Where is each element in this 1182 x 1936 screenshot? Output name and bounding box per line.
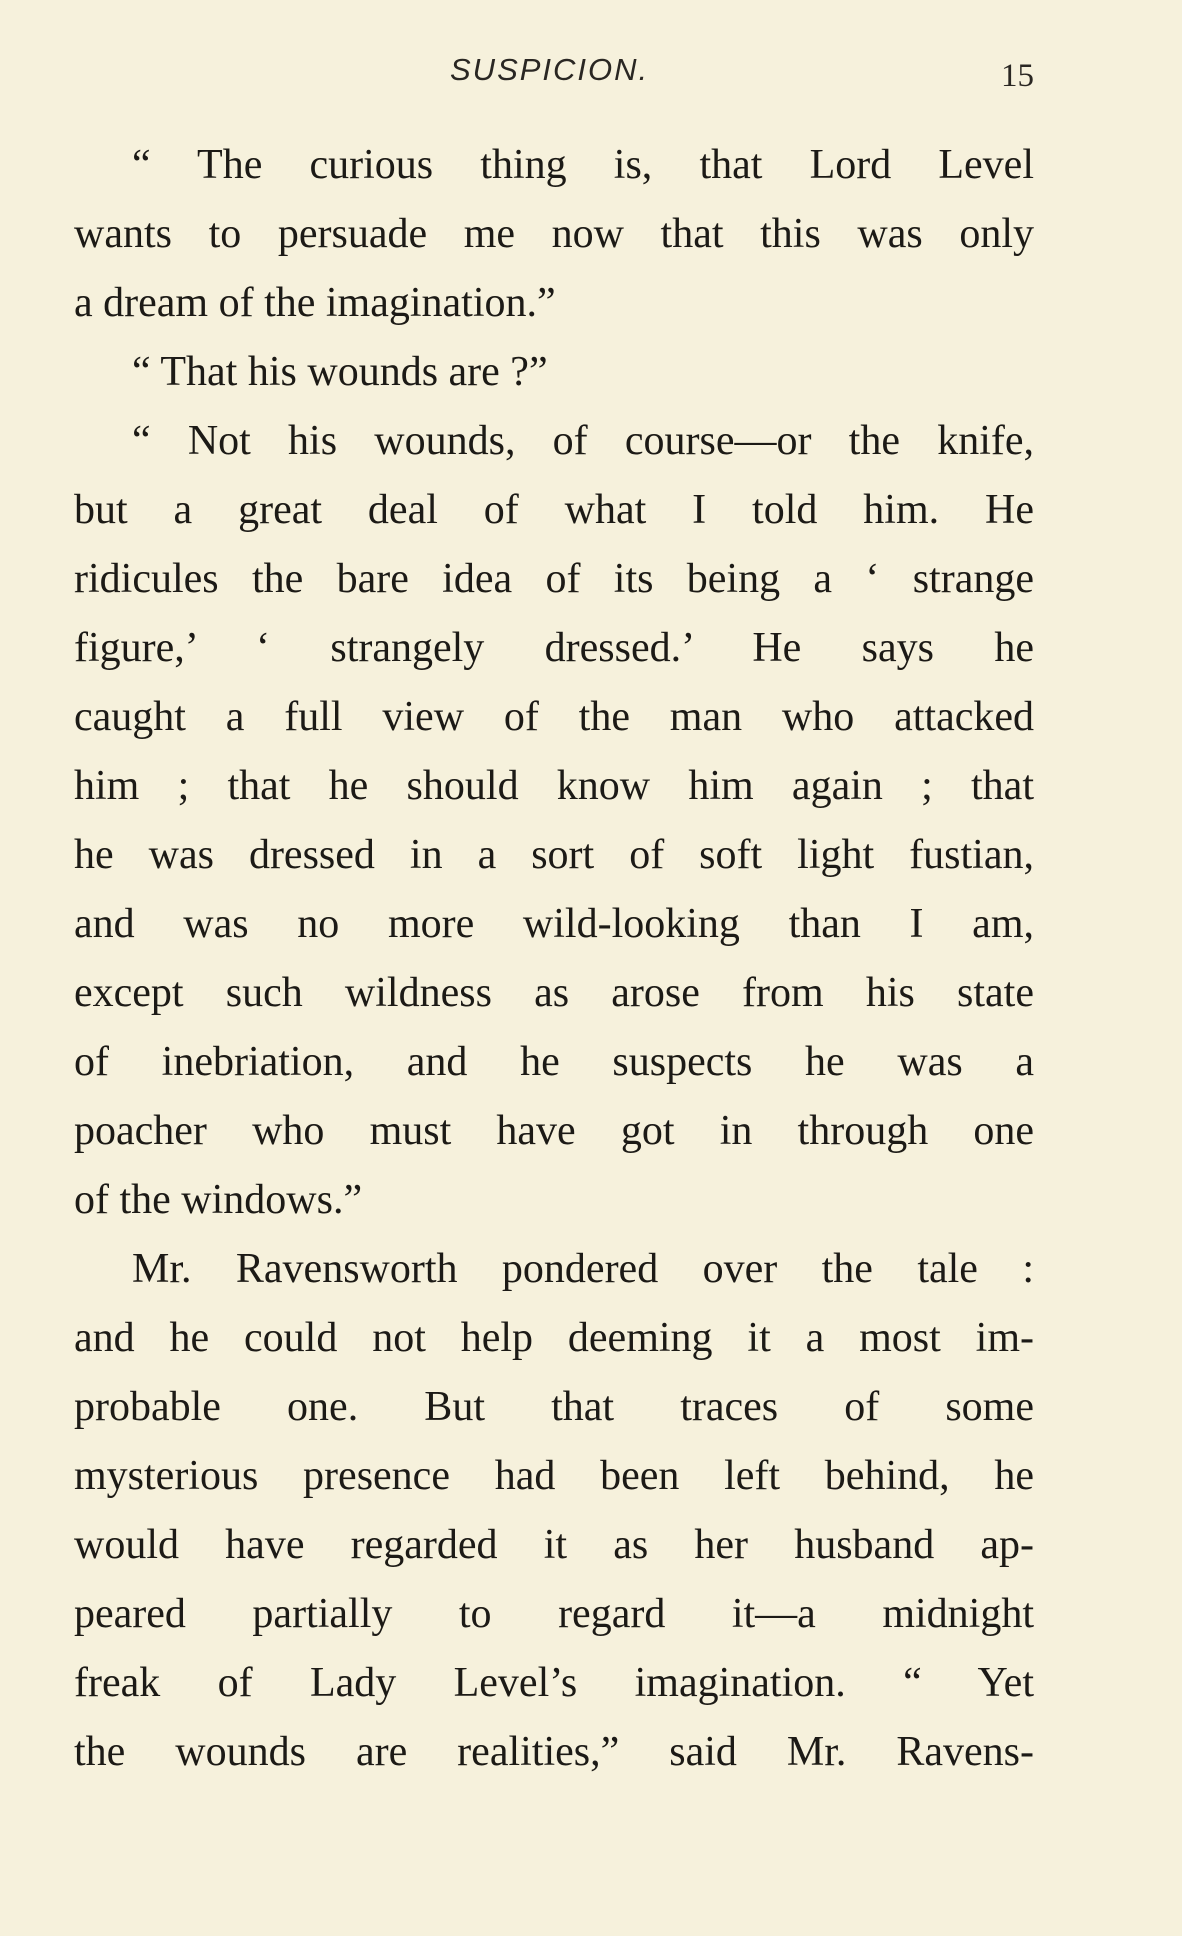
text-line: him ; that he should know him again ; that [74, 763, 1034, 809]
page-number: 15 [1001, 58, 1034, 94]
text-line: of inebriation, and he suspects he was a [74, 1039, 1034, 1085]
running-head [0, 52, 1182, 102]
text-line: he was dressed in a sort of soft light fustian, [74, 832, 1034, 878]
text-line: but a great deal of what I told him. He [74, 487, 1034, 533]
text-line: would have regarded it as her husband ap- [74, 1522, 1034, 1568]
text-line: ridicules the bare idea of its being a ‘ strange [74, 556, 1034, 602]
text-line: probable one. But that traces of some [74, 1384, 1034, 1430]
text-line: mysterious presence had been left behind, he [74, 1453, 1034, 1499]
text-line: except such wildness as arose from his state [74, 970, 1034, 1016]
body-text [74, 131, 1034, 1787]
text-line: of the windows.” [74, 1177, 363, 1223]
text-line: wants to persuade me now that this was only [74, 211, 1034, 257]
text-line: caught a full view of the man who attacked [74, 694, 1034, 740]
text-line: “ That his wounds are ?” [132, 349, 548, 395]
text-line: “ The curious thing is, that Lord Level [132, 142, 1034, 188]
text-line: freak of Lady Level’s imagination. “ Yet [74, 1660, 1034, 1706]
running-title: SUSPICION. [450, 52, 650, 87]
text-line: peared partially to regard it—a midnight [74, 1591, 1034, 1637]
text-line: “ Not his wounds, of course—or the knife, [132, 418, 1034, 464]
text-line: the wounds are realities,” said Mr. Ravens- [74, 1729, 1034, 1775]
text-line: Mr. Ravensworth pondered over the tale : [132, 1246, 1034, 1292]
text-line: and he could not help deeming it a most im- [74, 1315, 1034, 1361]
text-line: poacher who must have got in through one [74, 1108, 1034, 1154]
text-line: a dream of the imagination.” [74, 280, 556, 326]
text-line: and was no more wild-looking than I am, [74, 901, 1034, 947]
text-line: figure,’ ‘ strangely dressed.’ He says he [74, 625, 1034, 671]
